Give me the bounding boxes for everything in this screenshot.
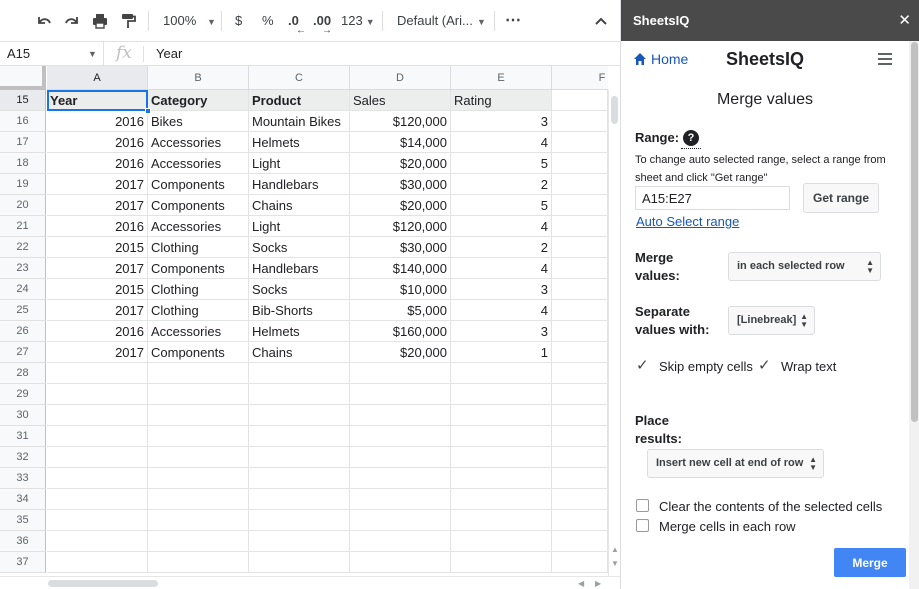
cell[interactable]: Category (148, 90, 249, 111)
cell[interactable] (451, 468, 552, 489)
zoom-select[interactable] (163, 0, 196, 42)
table-row (0, 216, 608, 237)
toolbar (0, 0, 620, 42)
cell[interactable]: Clothing (148, 300, 249, 321)
cell[interactable]: Clothing (148, 279, 249, 300)
row-header[interactable]: 15 (0, 90, 46, 111)
scroll-up-icon[interactable]: ▲ (611, 545, 619, 554)
cell[interactable]: 2016 (47, 111, 148, 132)
currency-button[interactable]: $ (235, 13, 243, 28)
cell[interactable]: $10,000 (350, 279, 451, 300)
zoom-value: 100% (163, 13, 197, 28)
scroll-left-icon[interactable]: ◀ (578, 579, 585, 588)
chevron-down-icon: ▼ (365, 17, 375, 27)
row-header[interactable]: 22 (0, 237, 46, 258)
cell[interactable]: Components (148, 342, 249, 363)
horizontal-scroll-thumb[interactable] (48, 580, 158, 587)
more-icon[interactable]: ⋯ (505, 12, 521, 29)
cell[interactable] (47, 405, 148, 426)
cell[interactable] (47, 384, 148, 405)
auto-select-range-link[interactable]: Auto Select range (636, 214, 740, 229)
cell[interactable]: $20,000 (350, 195, 451, 216)
cell[interactable] (451, 384, 552, 405)
vertical-scroll-thumb[interactable] (611, 96, 618, 124)
cell[interactable] (350, 426, 451, 447)
merge-values-panel (621, 79, 909, 589)
cell[interactable] (249, 552, 350, 573)
table-row (0, 363, 608, 384)
column-header-a[interactable]: A (47, 66, 148, 90)
clear-contents-label: Clear the contents of the selected cells (659, 499, 883, 514)
cell[interactable] (148, 531, 249, 552)
cell[interactable] (552, 237, 608, 258)
cell[interactable] (148, 552, 249, 573)
cell[interactable]: Helmets (249, 132, 350, 153)
cell[interactable] (552, 510, 608, 531)
cell[interactable]: 2016 (47, 132, 148, 153)
cell[interactable] (552, 153, 608, 174)
table-row (0, 510, 608, 531)
row-header[interactable]: 20 (0, 195, 46, 216)
column-header-b[interactable]: B (148, 66, 249, 90)
cell[interactable]: Socks (249, 237, 350, 258)
cell[interactable]: Handlebars (249, 258, 350, 279)
cell[interactable]: $20,000 (350, 342, 451, 363)
cell[interactable] (47, 510, 148, 531)
cell[interactable] (249, 447, 350, 468)
cell[interactable]: Accessories (148, 216, 249, 237)
cell[interactable] (249, 510, 350, 531)
merge-button[interactable]: Merge (834, 548, 906, 577)
cell[interactable] (552, 279, 608, 300)
row-header[interactable]: 19 (0, 174, 46, 195)
cell[interactable]: $120,000 (350, 111, 451, 132)
table-row (0, 489, 608, 510)
chevron-down-icon[interactable]: ▼ (207, 17, 216, 27)
cell[interactable]: Components (148, 258, 249, 279)
cell[interactable]: 2016 (47, 216, 148, 237)
font-value: Default (Ari... (397, 13, 473, 28)
close-icon[interactable]: ✕ (898, 12, 911, 29)
cell[interactable]: Clothing (148, 237, 249, 258)
merge-values-option: in each selected row (737, 260, 845, 272)
cell[interactable] (451, 489, 552, 510)
cell[interactable]: 5 (451, 195, 552, 216)
scroll-right-icon[interactable]: ▶ (595, 579, 602, 588)
cell[interactable] (350, 447, 451, 468)
cell[interactable]: 2 (451, 237, 552, 258)
cell[interactable] (451, 405, 552, 426)
table-row (0, 552, 608, 573)
up-down-icon: ▲ ▼ (866, 258, 874, 275)
cell[interactable] (451, 531, 552, 552)
table-row (0, 405, 608, 426)
cell[interactable]: Helmets (249, 321, 350, 342)
cell[interactable]: Year (47, 90, 148, 111)
horizontal-scrollbar[interactable] (0, 576, 620, 589)
cell[interactable]: 2017 (47, 342, 148, 363)
number-format-value: 123 (341, 13, 363, 28)
table-row (0, 237, 608, 258)
cell[interactable] (47, 426, 148, 447)
cell[interactable]: Components (148, 174, 249, 195)
cell[interactable] (451, 363, 552, 384)
cell[interactable]: 1 (451, 342, 552, 363)
cell[interactable]: 4 (451, 132, 552, 153)
cell[interactable]: Accessories (148, 153, 249, 174)
cell[interactable] (249, 384, 350, 405)
cell[interactable] (451, 447, 552, 468)
cell[interactable]: Components (148, 195, 249, 216)
table-row (0, 132, 608, 153)
table-row (0, 384, 608, 405)
increase-decimal-button[interactable]: .00 (313, 13, 332, 28)
cell[interactable] (552, 468, 608, 489)
cell[interactable] (552, 90, 608, 111)
wrap-text-label: Wrap text (781, 359, 837, 374)
row-header[interactable]: 18 (0, 153, 46, 174)
sidebar-nav (621, 41, 909, 79)
cell[interactable] (47, 363, 148, 384)
row-header[interactable]: 16 (0, 111, 46, 132)
help-icon[interactable]: ? (683, 130, 699, 146)
table-row (0, 447, 608, 468)
cell[interactable] (47, 447, 148, 468)
cell[interactable] (451, 426, 552, 447)
row-header[interactable]: 33 (0, 468, 46, 489)
brand-title: SheetsIQ (725, 49, 805, 69)
cell[interactable] (350, 531, 451, 552)
table-row (0, 195, 608, 216)
collapse-toolbar-icon[interactable] (594, 0, 608, 42)
cell[interactable]: 3 (451, 321, 552, 342)
sidebar-titlebar (621, 0, 919, 41)
cell[interactable] (350, 405, 451, 426)
cell[interactable]: $30,000 (350, 237, 451, 258)
table-row (0, 426, 608, 447)
row-header[interactable]: 37 (0, 552, 46, 573)
cell[interactable]: Accessories (148, 321, 249, 342)
chevron-down-icon[interactable]: ▼ (88, 49, 97, 59)
table-row (0, 279, 608, 300)
row-header[interactable]: 32 (0, 447, 46, 468)
up-down-icon: ▲ ▼ (800, 312, 808, 329)
cell[interactable]: Product (249, 90, 350, 111)
wrap-text-checkbox[interactable] (758, 360, 771, 373)
cell[interactable]: $120,000 (350, 216, 451, 237)
row-header[interactable]: 36 (0, 531, 46, 552)
panel-heading: Merge values (716, 91, 814, 108)
range-input[interactable] (635, 186, 790, 210)
table-row (0, 468, 608, 489)
arrow-right-icon: → (322, 25, 332, 36)
cell[interactable]: Rating (451, 90, 552, 111)
cell[interactable]: 2016 (47, 321, 148, 342)
row-header[interactable]: 28 (0, 363, 46, 384)
column-header-e[interactable]: E (451, 66, 552, 90)
merge-cells-label: Merge cells in each row (659, 519, 796, 534)
skip-empty-label: Skip empty cells (659, 359, 753, 374)
cell[interactable] (249, 363, 350, 384)
cell[interactable]: $160,000 (350, 321, 451, 342)
cell[interactable]: 5 (451, 153, 552, 174)
cell[interactable]: Bikes (148, 111, 249, 132)
table-row (0, 111, 608, 132)
row-header[interactable]: 27 (0, 342, 46, 363)
separate-values-label: Separate values with: (635, 304, 710, 337)
number-format-select[interactable] (341, 0, 375, 42)
fx-icon: fx (116, 43, 132, 63)
hamburger-menu-icon[interactable] (878, 53, 892, 68)
cell[interactable] (47, 468, 148, 489)
cell[interactable] (148, 447, 249, 468)
cell[interactable] (350, 489, 451, 510)
cell[interactable] (552, 531, 608, 552)
cell[interactable] (552, 195, 608, 216)
paint-format-icon[interactable] (119, 0, 137, 42)
cell[interactable] (249, 531, 350, 552)
sidebar-title: SheetsIQ (633, 13, 690, 28)
scroll-down-icon[interactable]: ▼ (611, 559, 619, 568)
cell[interactable] (552, 321, 608, 342)
cell[interactable] (350, 384, 451, 405)
row-header[interactable]: 26 (0, 321, 46, 342)
percent-button[interactable]: % (262, 13, 274, 28)
cell[interactable] (249, 489, 350, 510)
cell[interactable]: 2017 (47, 195, 148, 216)
cell[interactable] (451, 552, 552, 573)
table-row (0, 153, 608, 174)
column-header-c[interactable]: C (249, 66, 350, 90)
cell[interactable] (552, 174, 608, 195)
cell[interactable] (451, 510, 552, 531)
up-down-icon: ▲ ▼ (809, 455, 817, 472)
home-label: Home (651, 51, 689, 67)
print-icon[interactable] (91, 0, 109, 42)
undo-icon[interactable] (35, 0, 53, 42)
cell[interactable]: 4 (451, 216, 552, 237)
row-header[interactable]: 29 (0, 384, 46, 405)
cell[interactable] (552, 552, 608, 573)
vertical-scrollbar[interactable] (608, 90, 620, 576)
clear-contents-checkbox[interactable] (636, 499, 649, 512)
cell[interactable] (148, 363, 249, 384)
cell[interactable] (47, 531, 148, 552)
name-box[interactable]: A15 (0, 42, 104, 66)
cell[interactable] (552, 405, 608, 426)
table-row (0, 174, 608, 195)
table-row (0, 342, 608, 363)
home-icon (633, 52, 647, 66)
cell[interactable]: Light (249, 216, 350, 237)
cell[interactable] (148, 426, 249, 447)
cell[interactable]: $5,000 (350, 300, 451, 321)
row-header[interactable]: 17 (0, 132, 46, 153)
place-results-select[interactable] (647, 449, 824, 478)
cell[interactable]: 2015 (47, 237, 148, 258)
range-label: Range: (635, 130, 680, 145)
cell[interactable]: 2017 (47, 174, 148, 195)
row-header[interactable]: 30 (0, 405, 46, 426)
skip-empty-checkbox[interactable] (636, 360, 649, 373)
separator-option: [Linebreak] (737, 314, 797, 326)
cell[interactable] (552, 342, 608, 363)
cell[interactable] (350, 468, 451, 489)
arrow-left-icon: ← (296, 25, 306, 36)
table-row (0, 90, 608, 111)
place-results-option: Insert new cell at end of row (656, 457, 804, 469)
cell[interactable] (148, 489, 249, 510)
cell[interactable]: 2017 (47, 300, 148, 321)
row-header[interactable]: 34 (0, 489, 46, 510)
cell[interactable]: 2015 (47, 279, 148, 300)
cell[interactable] (552, 447, 608, 468)
font-select[interactable] (397, 0, 473, 42)
cell[interactable]: 3 (451, 111, 552, 132)
decrease-decimal-button[interactable]: .0 (288, 13, 299, 28)
cell[interactable] (148, 384, 249, 405)
cell[interactable] (47, 489, 148, 510)
cell[interactable] (249, 426, 350, 447)
select-all-corner[interactable] (0, 66, 46, 90)
merge-cells-checkbox[interactable] (636, 519, 649, 532)
cell[interactable] (552, 384, 608, 405)
sidebar-scrollbar[interactable] (909, 41, 919, 589)
table-row (0, 321, 608, 342)
row-header[interactable]: 23 (0, 258, 46, 279)
sheetsiq-sidebar (620, 0, 919, 589)
place-results-label: Place results: (635, 413, 682, 446)
cell[interactable]: 2016 (47, 153, 148, 174)
chevron-down-icon[interactable]: ▼ (477, 17, 486, 27)
table-row (0, 531, 608, 552)
separator-select[interactable] (728, 306, 815, 335)
cell[interactable]: Bib-Shorts (249, 300, 350, 321)
cell[interactable]: 2017 (47, 258, 148, 279)
cell[interactable]: 2 (451, 174, 552, 195)
range-hint: To change auto selected range, select a range from sheet and click "Get range" (635, 154, 886, 184)
cell[interactable]: Sales (350, 90, 451, 111)
cell[interactable]: Chains (249, 342, 350, 363)
cell[interactable] (552, 258, 608, 279)
cell[interactable] (552, 111, 608, 132)
cell[interactable]: 4 (451, 258, 552, 279)
merge-values-label: Merge values: (635, 250, 680, 283)
redo-icon[interactable] (63, 0, 81, 42)
cell[interactable] (350, 363, 451, 384)
cell[interactable] (552, 426, 608, 447)
row-header[interactable]: 21 (0, 216, 46, 237)
cell[interactable] (552, 489, 608, 510)
row-header[interactable]: 31 (0, 426, 46, 447)
column-headers (0, 66, 620, 90)
cell[interactable] (350, 510, 451, 531)
get-range-button[interactable]: Get range (803, 183, 879, 213)
cell[interactable]: 3 (451, 279, 552, 300)
table-row (0, 258, 608, 279)
cell[interactable] (249, 468, 350, 489)
cell[interactable] (148, 468, 249, 489)
cell[interactable]: 4 (451, 300, 552, 321)
sidebar-scroll-thumb[interactable] (911, 42, 918, 422)
table-row (0, 300, 608, 321)
cell[interactable] (552, 216, 608, 237)
cell[interactable]: $14,000 (350, 132, 451, 153)
column-header-f[interactable]: F (552, 66, 608, 90)
row-header[interactable]: 35 (0, 510, 46, 531)
cell[interactable]: Light (249, 153, 350, 174)
cell[interactable]: $20,000 (350, 153, 451, 174)
cell[interactable] (552, 132, 608, 153)
fill-handle[interactable] (145, 108, 151, 114)
cell[interactable] (148, 405, 249, 426)
cell[interactable] (552, 363, 608, 384)
row-header[interactable]: 24 (0, 279, 46, 300)
row-header[interactable]: 25 (0, 300, 46, 321)
cell[interactable] (350, 552, 451, 573)
cell[interactable] (552, 300, 608, 321)
home-link[interactable] (633, 41, 688, 77)
merge-values-select[interactable] (728, 252, 881, 281)
formula-input[interactable]: Year (156, 46, 183, 61)
cell[interactable]: Handlebars (249, 174, 350, 195)
cell[interactable]: Chains (249, 195, 350, 216)
cell[interactable]: Mountain Bikes (249, 111, 350, 132)
cell[interactable] (148, 510, 249, 531)
cell[interactable] (47, 552, 148, 573)
cell[interactable] (249, 405, 350, 426)
column-header-d[interactable]: D (350, 66, 451, 90)
cell[interactable]: Accessories (148, 132, 249, 153)
cell[interactable]: Socks (249, 279, 350, 300)
cell[interactable]: $140,000 (350, 258, 451, 279)
formula-bar (0, 42, 620, 66)
cell[interactable]: $30,000 (350, 174, 451, 195)
